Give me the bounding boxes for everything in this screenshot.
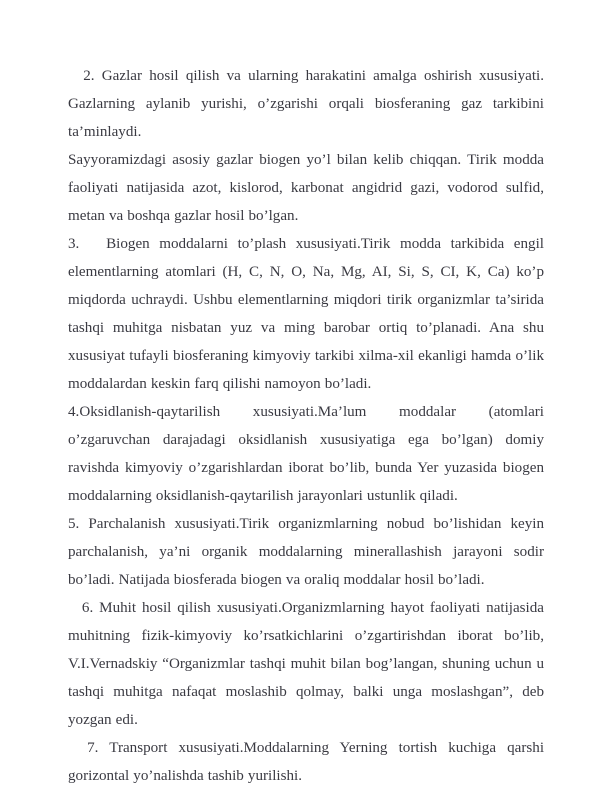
paragraph-oxidation-reduction: 4.Oksidlanish-qaytarilish xususiyati.Ma’lum moddalar (atomlari o’zgaruvchan darajadagi oksidlanish xususiyatiga ega bo’lgan) domiy ravishda kimyoviy o’zgarishlardan iborat bo’lib, bunda Yer yuzasida biogen moddalarning oksidlanish-qaytarilish jarayonlari ustunlik qiladi. bbox=[68, 404, 549, 504]
body-text-block bbox=[68, 62, 549, 790]
paragraph-biogen-accumulation: 3. Biogen moddalarni to’plash xususiyati.Tirik modda tarkibida engil elementlarning atomlari (H, C, N, O, Na, Mg, AI, Si, S, CI, K, Ca) ko’p miqdorda uchraydi. Ushbu elementlarning miqdori tirik organizmlar ta’sirida tashqi muhitga nisbatan yuz va ming barobar ortiq to’planadi. Ana shu xususiyat tufayli biosferaning kimyoviy tarkibi xilma-xil ekanligi hamda o’lik moddalardan keskin farq qilishi namoyon bo’ladi. bbox=[68, 236, 549, 392]
paragraph-gas-origin: Sayyoramizdagi asosiy gazlar biogen yo’l bilan kelib chiqqan. Tirik modda faoliyati natijasida azot, kislorod, karbonat angidrid gazi, vodorod sulfid, metan va boshqa gazlar hosil bo’lgan. bbox=[68, 152, 549, 224]
paragraph-environment-forming: 6. Muhit hosil qilish xususiyati.Organizmlarning hayot faoliyati natijasida muhitning fizik-kimyoviy ko’rsatkichlarini o’zgartirishdan iborat bo’lib, V.I.Vernadskiy “Organizmlar tashqi muhit bilan bog’langan, shuning uchun u tashqi muhitga nafaqat moslashib qolmay, balki unga moslashgan”, deb yozgan edi. bbox=[68, 600, 549, 728]
paragraph-gas-formation: 2. Gazlar hosil qilish va ularning harakatini amalga oshirish xususiyati. Gazlarning aylanib yurishi, o’zgarishi orqali biosferaning gaz tarkibini ta’minlaydi. bbox=[68, 68, 549, 140]
paragraph-decomposition: 5. Parchalanish xususiyati.Tirik organizmlarning nobud bo’lishidan keyin parchalanish, ya’ni organik moddalarning minerallashish jarayoni sodir bo’ladi. Natijada biosferada biogen va oraliq moddalar hosil bo’ladi. bbox=[68, 516, 549, 588]
paragraph-transport: 7. Transport xususiyati.Moddalarning Yerning tortish kuchiga qarshi gorizontal yo’nalishda tashib yurilishi. bbox=[68, 740, 549, 784]
